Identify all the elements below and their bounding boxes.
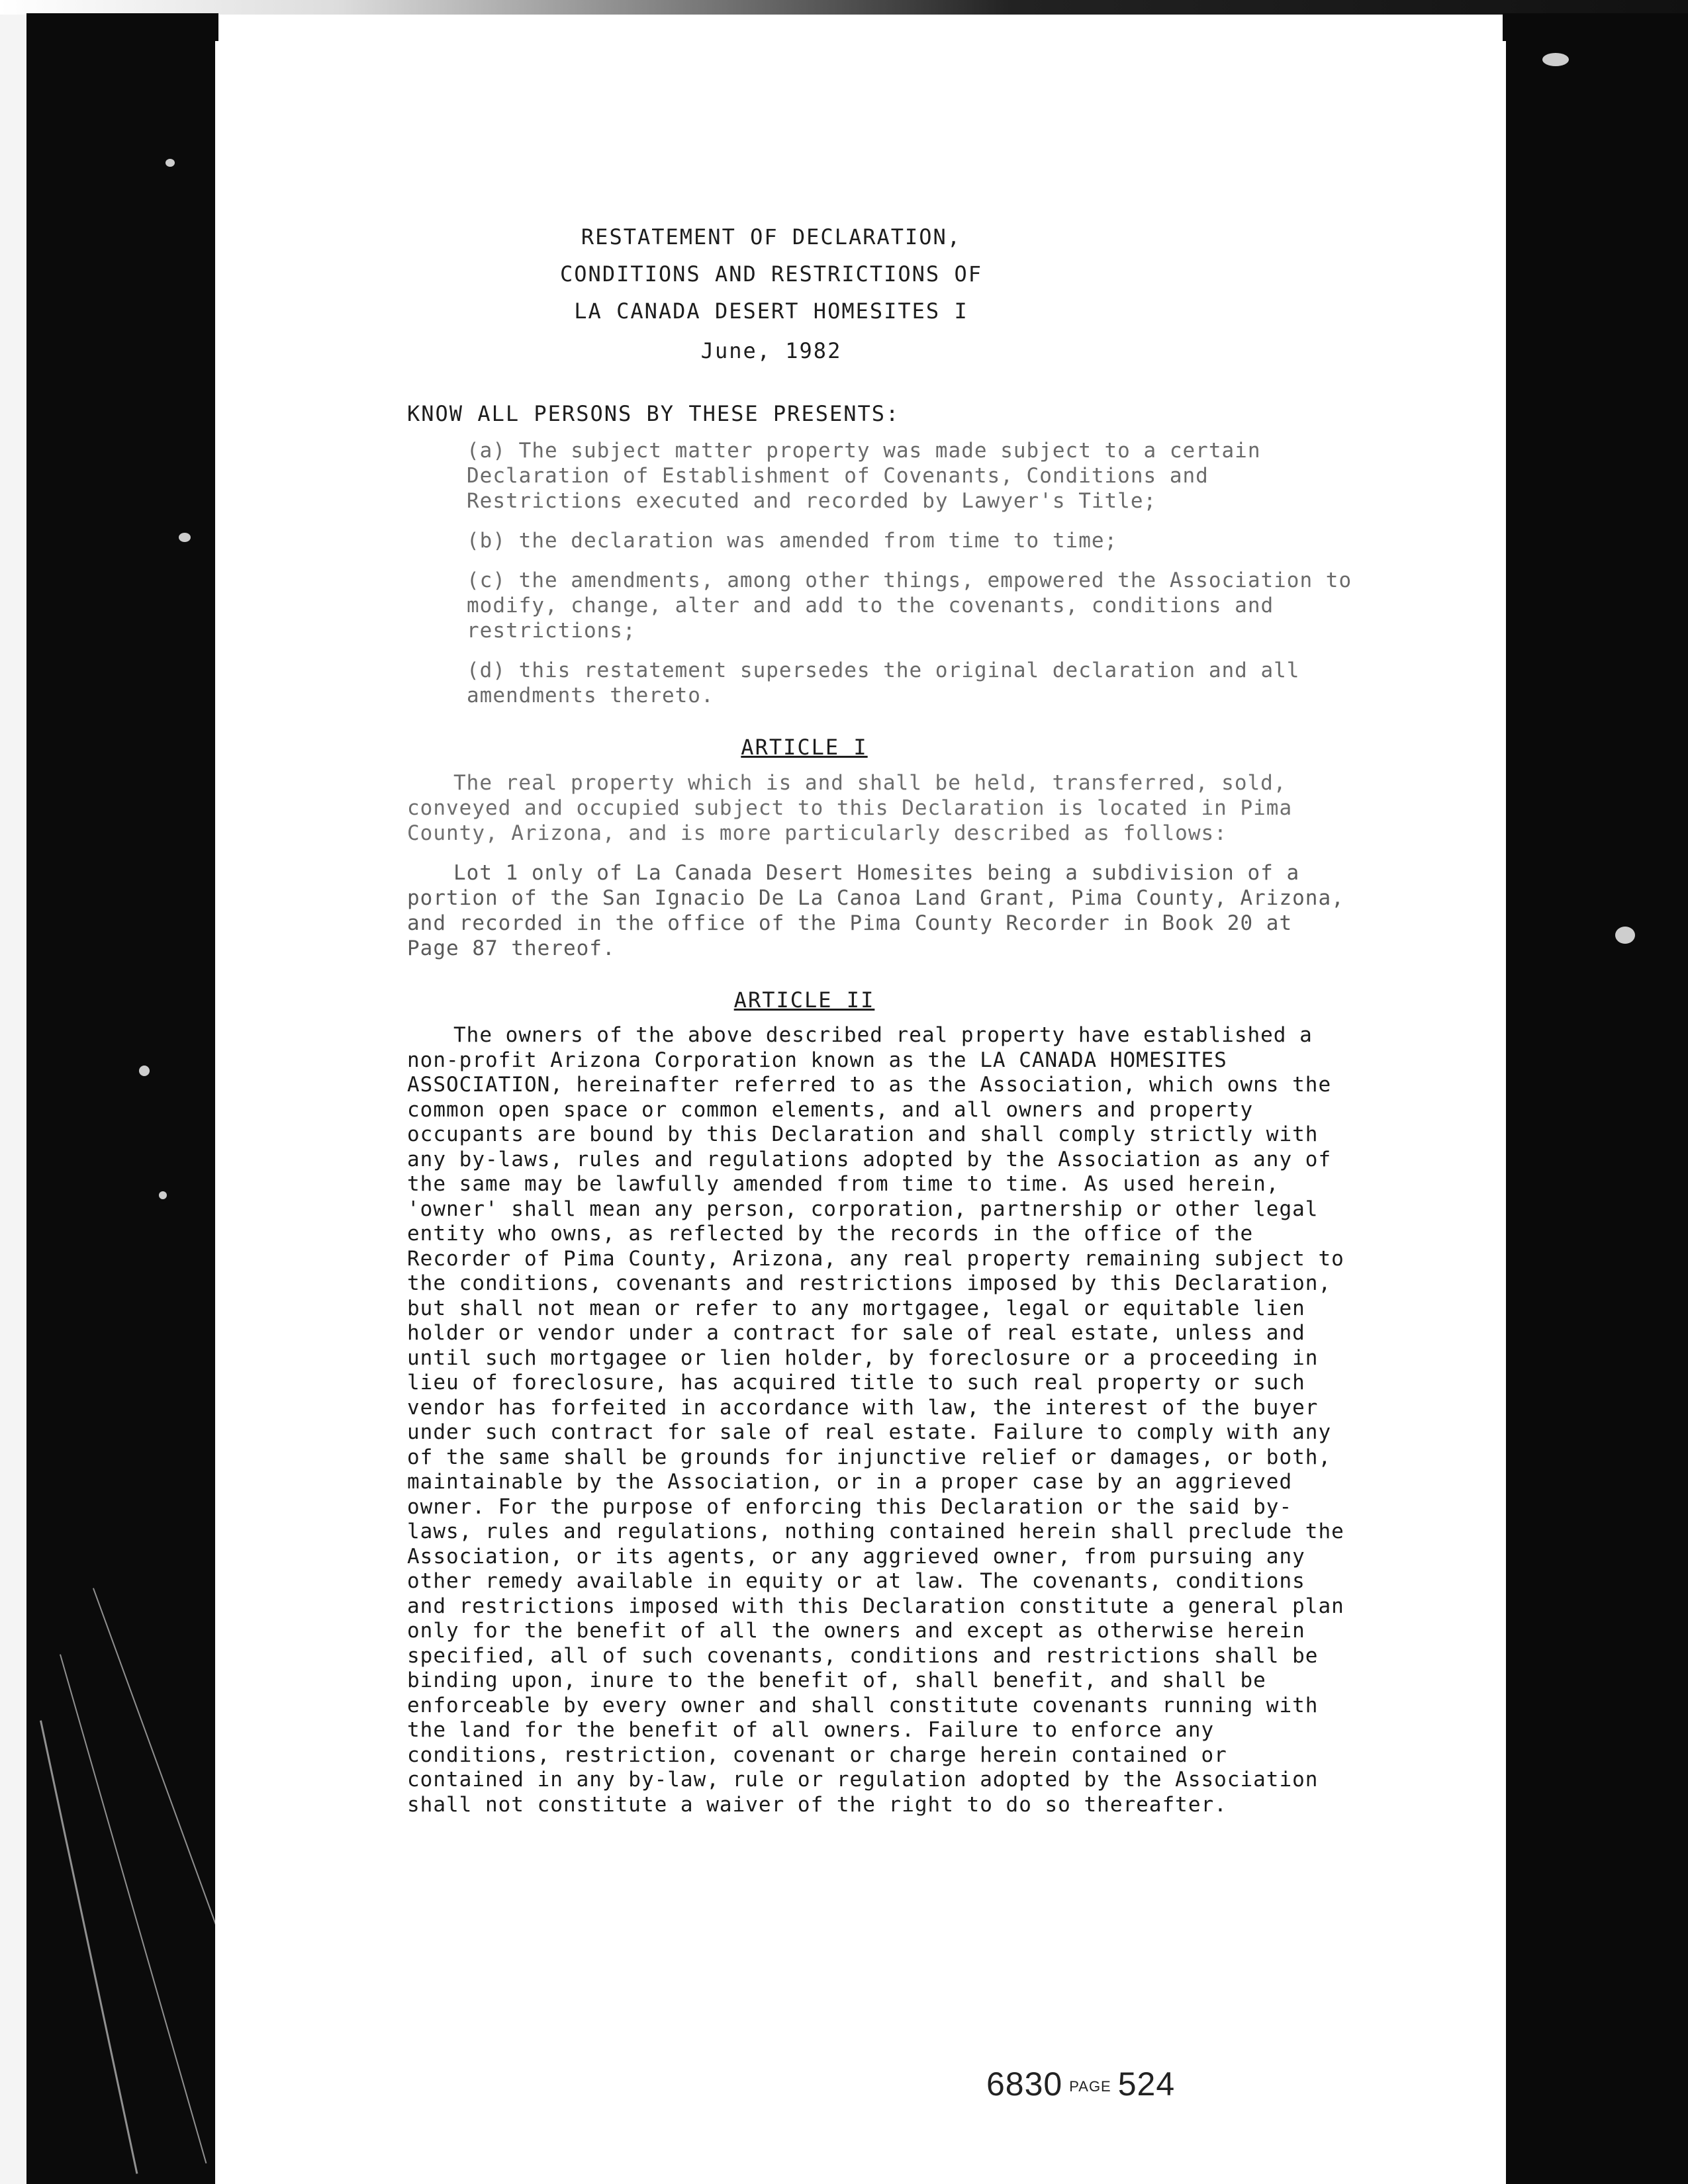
scan-speck	[159, 1191, 167, 1199]
article-1-legal-description: Lot 1 only of La Canada Desert Homesites being a subdivision of a portion of the San Ignacio De La Canoa Land Grant, Pima County, Arizona, and recorded in the office of the Pima County Recorder in Book 20 at Page 87 thereof.	[407, 861, 1344, 960]
article-1-heading: ARTICLE I	[741, 735, 868, 760]
scan-speck	[139, 1066, 150, 1076]
recital-b: (b) the declaration was amended from time to time;	[467, 529, 1118, 553]
recital-d: (d) this restatement supersedes the original declaration and all amendments thereto.	[467, 659, 1300, 707]
scan-border-left	[26, 13, 218, 2184]
document-title	[374, 218, 1168, 369]
article-2-paragraph: The owners of the above described real property have established a non-profit Arizona Corporation known as the LA CANADA HOMESITES ASSOCIATION, hereinafter referred to as the Association, which owns the common open space or common elements, and all owners and property occupants are bound by this Declaration and shall comply strictly with any by-laws, rules and regulations adopted by the Association as any of the same may be lawfully amended from time to time. As used herein, 'owner' shall mean any person, corporation, partnership or other legal entity who owns, as reflected by the records in the office of the Recorder of Pima County, Arizona, any real property remaining subject to the conditions, covenants and restrictions imposed by this Declaration, but shall not mean or refer to any mortgagee, legal or equitable lien holder or vendor under a contract for sale of real estate, unless and until such mortgagee or lien holder, by foreclosure or a proceeding in lieu of foreclosure, has acquired title to such real property or such vendor has forfeited in accordance with law, the interest of the buyer under such contract for sale of real estate. Failure to comply with any of the same shall be grounds for injunctive relief or damages, or both, maintainable by the Association, or in a proper case by an aggrieved owner. For the purpose of enforcing this Declaration or the said by-laws, rules and regulations, nothing contained herein shall preclude the Association, or its agents, or any aggrieved owner, from pursuing any other remedy available in equity or at law. The covenants, conditions and restrictions imposed with this Declaration constitute a general plan only for the benefit of all the owners and except as otherwise herein specified, all of such covenants, conditions and restrictions shall be binding upon, inure to the benefit of, shall benefit, and shall be enforceable by every owner and shall constitute covenants running with the land for the benefit of all owners. Failure to enforce any conditions, restriction, covenant or charge herein contained or contained in any by-law, rule or regulation adopted by the Association shall not constitute a waiver of the right to do so thereafter.	[407, 1023, 1344, 1817]
recording-stamp	[986, 2065, 1175, 2103]
title-line: CONDITIONS AND RESTRICTIONS OF	[560, 261, 982, 287]
title-line: LA CANADA DESERT HOMESITES I	[574, 298, 968, 324]
scan-margin-left	[0, 0, 26, 2184]
title-line: RESTATEMENT OF DECLARATION,	[581, 224, 962, 250]
recital-a: (a) The subject matter property was made subject to a certain Declaration of Establishment of Covenants, Conditions and Restrictions executed and recorded by Lawyer's Title;	[467, 439, 1261, 513]
document-body	[248, 218, 1493, 1832]
scan-edge-top	[0, 0, 1688, 15]
recital-c: (c) the amendments, among other things, empowered the Association to modify, change, alter and add to the covenants, conditions and restrictions;	[467, 569, 1352, 643]
page-number: 524	[1117, 2066, 1176, 2103]
scan-speck	[1615, 927, 1635, 944]
book-number: 6830	[986, 2066, 1063, 2103]
scan-border-right	[1503, 13, 1688, 2184]
document-date: June, 1982	[700, 338, 842, 363]
scan-speck	[165, 159, 175, 167]
scan-speck	[1542, 53, 1569, 66]
article-2-heading: ARTICLE II	[733, 987, 875, 1013]
salutation: KNOW ALL PERSONS BY THESE PRESENTS:	[407, 401, 900, 426]
scan-speck	[179, 533, 191, 542]
article-1-paragraph: The real property which is and shall be held, transferred, sold, conveyed and occupied subject to this Declaration is located in Pima County, Arizona, and is more particularly described as follows:	[407, 771, 1293, 845]
page-label: PAGE	[1069, 2077, 1111, 2095]
